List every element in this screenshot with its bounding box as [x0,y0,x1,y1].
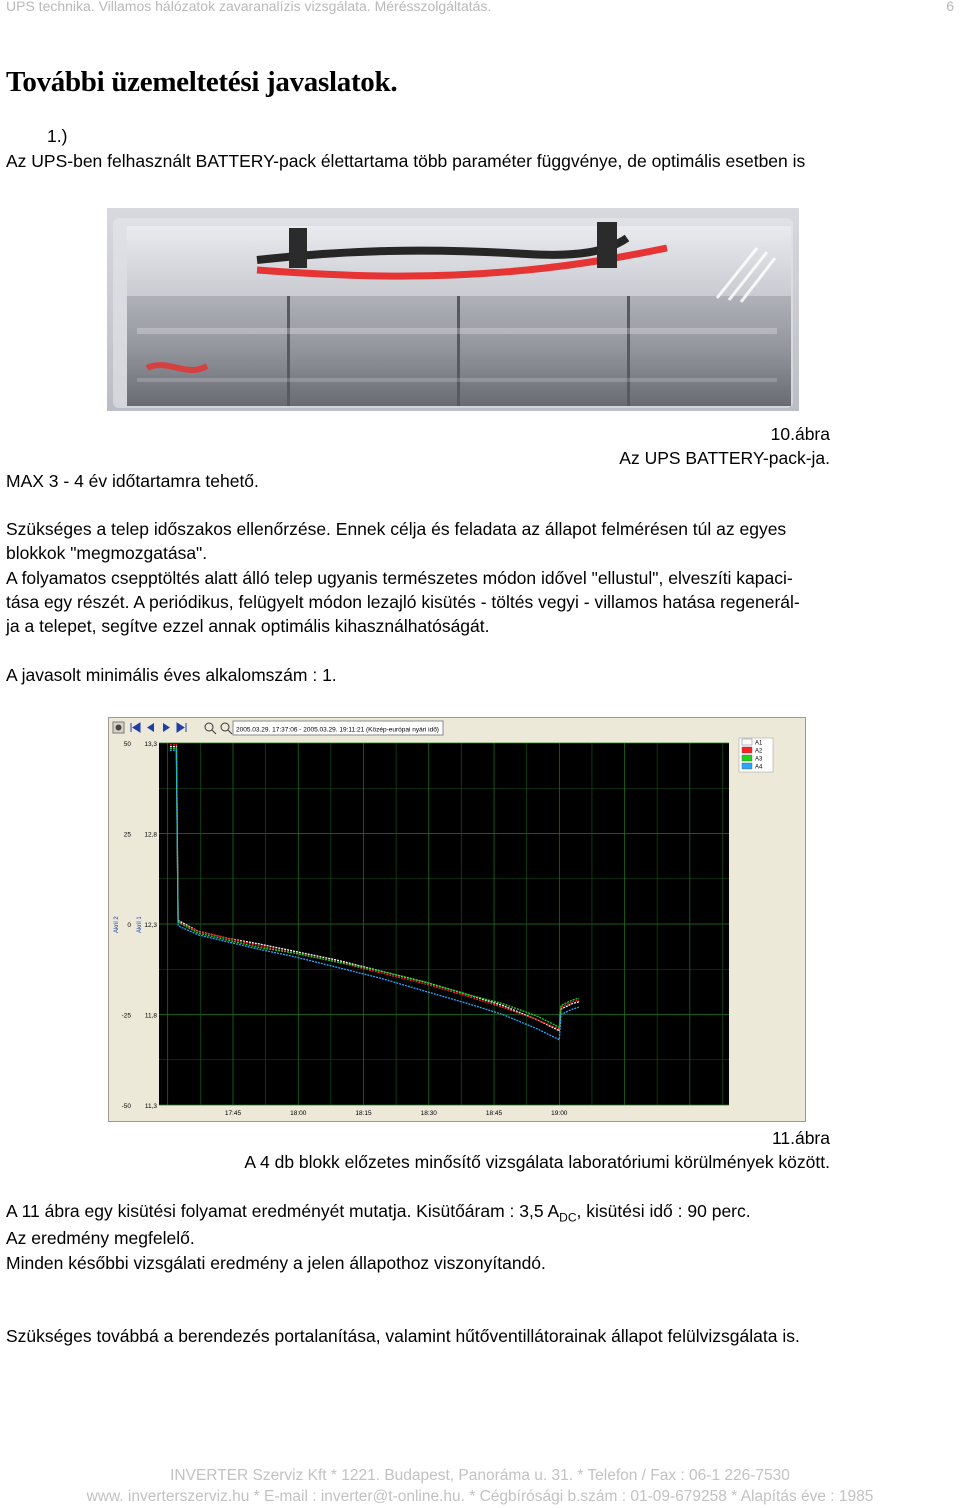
paragraph1-line2: blokkok "megmozgatása". [6,543,208,563]
time-tick-label: 18:00 [290,1110,307,1117]
page-number: 6 [946,0,954,14]
paragraph2-line2: tása egy részét. A periódikus, felügyelt módon lezajló kisütés - töltés vegyi - villamos hatása regenerál- [6,592,800,612]
voltage-tick-label: 11,3 [144,1103,157,1110]
result-line1-subscript: DC [559,1210,577,1225]
result-line3: Minden későbbi vizsgálati eredmény a jelen állapothoz viszonyítandó. [6,1253,546,1273]
paragraph2-line3: ja a telepet, segítve ezzel annak optimális kihasználhatóságát. [6,616,490,636]
paragraph3: A javasolt minimális éves alkalomszám : 1. [6,665,337,685]
time-tick-label: 19:00 [551,1110,568,1117]
legend-swatch [742,747,752,753]
left-axis-tick-label: 25 [123,831,131,839]
chart-legend [739,738,773,772]
chart-toolbar [109,718,805,738]
footer-line2: www. inverterszerviz.hu * E-mail : inverter@t-online.hu. * Cégbírósági b.szám : 01-09-679258 * Alapítás éve : 1985 [86,1488,874,1505]
result-line1 [6,1199,751,1230]
footer-line1: INVERTER Szerviz Kft * 1221. Budapest, Panoráma u. 31. * Telefon / Fax : 06-1 226-7530 [170,1467,790,1484]
figure10-number: 10.ábra [770,424,830,444]
discharge-chart [108,717,806,1122]
discharge-chart-svg [109,718,805,1121]
voltage-tick-label: 12,3 [144,922,157,929]
section-text-line2: MAX 3 - 4 év időtartamra tehető. [6,471,259,491]
time-tick-label: 18:30 [420,1110,437,1117]
figure11-number: 11.ábra [771,1128,830,1148]
legend-swatch [742,755,752,761]
left-axis-tick-label: 50 [123,741,131,748]
time-tick-label: 18:45 [485,1110,503,1117]
closing-paragraph: Szükséges továbbá a berendezés portalanítása, valamint hűtőventillátorainak állapot felülvizsgálata is. [6,1326,800,1346]
y-axis-label-outer: Akril 2 [114,916,120,933]
date-range-text: 2005.03.29. 17:37:06 - 2005.03.29. 19:11:21 (Közép-európai nyári idő) [236,726,439,734]
voltage-tick-label: 12,8 [144,831,157,839]
figure11-caption: A 4 db blokk előzetes minősítő vizsgálata laboratóriumi körülmények között. [244,1152,830,1172]
left-axis [122,741,132,1110]
result-line2: Az eredmény megfelelő. [6,1228,195,1248]
page-title: További üzemeltetési javaslatok. [6,66,398,98]
paragraph2-line1: A folyamatos csepptöltés alatt álló telep ugyanis természetes módon idővel "ellustul", elveszíti kapaci- [6,568,793,588]
legend-swatch [742,739,752,745]
battery-pack-photo [107,208,799,411]
left-axis-tick-label: -25 [121,1012,131,1020]
left-axis-tick-label: 0 [127,922,131,929]
page-header [6,0,954,14]
result-line1-text: A 11 ábra egy kisütési folyamat eredményét mutatja. Kisütőáram : 3,5 A [6,1201,560,1221]
legend-swatch [742,763,752,769]
header-text: UPS technika. Villamos hálózatok zavaranalízis vizsgálata. Mérésszolgáltatás. [6,0,492,14]
figure10-caption: Az UPS BATTERY-pack-ja. [619,448,830,468]
voltage-tick-label: 13,3 [144,741,157,748]
time-tick-label: 18:15 [355,1110,372,1117]
left-axis-tick-label: -50 [121,1103,131,1110]
paragraph1-line1: Szükséges a telep időszakos ellenőrzése. Ennek célja és feladata az állapot felmérésen túl az egyes [6,519,787,539]
legend-label: A4 [755,764,763,771]
y-axis-label-inner: Akril 1 [137,916,143,933]
record-icon[interactable] [113,722,124,733]
voltage-axis [144,741,157,1110]
voltage-tick-label: 11,8 [144,1012,157,1020]
time-axis [225,1110,568,1117]
legend-label: A3 [755,756,763,763]
legend-label: A2 [755,748,763,755]
legend-label: A1 [755,740,763,747]
time-tick-label: 17:45 [224,1110,242,1117]
section-text-line1: Az UPS-ben felhasznált BATTERY-pack élettartama több paraméter függvénye, de optimális esetben is [6,151,806,171]
result-line1-text-end: , kisütési idő : 90 perc. [576,1201,751,1221]
section-number: 1.) [47,126,68,146]
